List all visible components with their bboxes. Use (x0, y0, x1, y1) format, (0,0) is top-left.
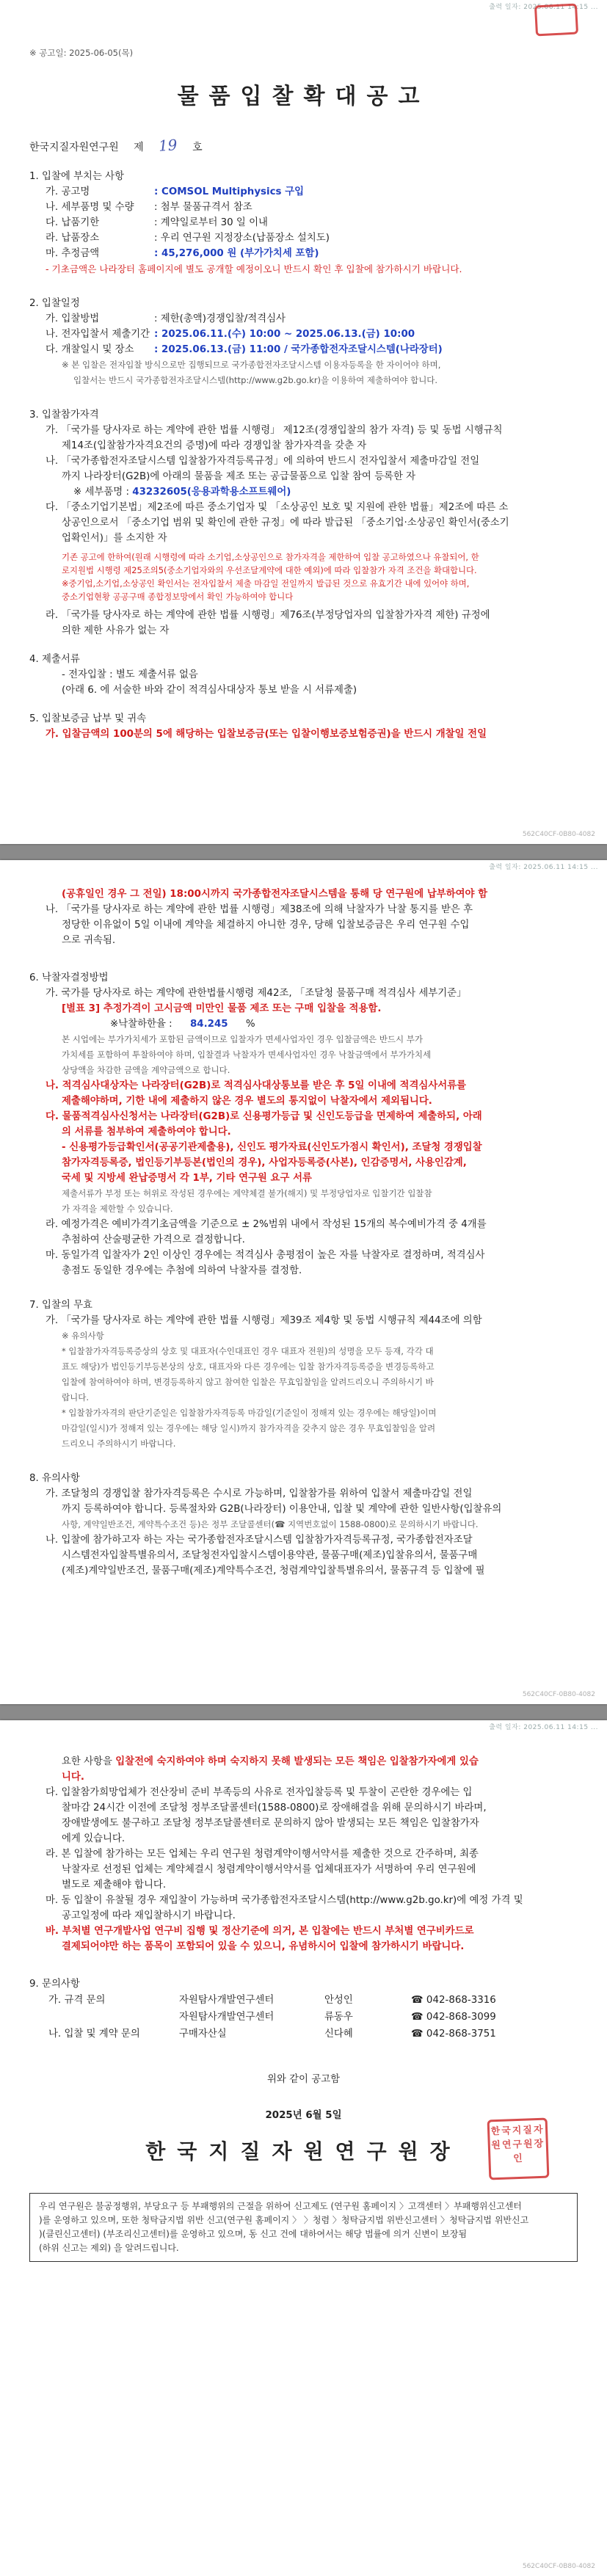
notice-date: ※ 공고일: 2025-06-05(목) (29, 48, 134, 58)
section-6 (29, 970, 578, 1278)
text-line: 바. 부처별 연구개발사업 연구비 집행 및 정산기준에 의거, 본 입찰에는 반드시 부처별 연구비카드로 (46, 1926, 474, 1937)
section-note: ※ 본 입찰은 전자입찰 방식으로만 집행되므로 국가종합전자조달시스템 이용자등록을 한 자이어야 하며, (62, 360, 441, 370)
document-page-2 (0, 860, 607, 1704)
warning-line: ※중기업,소기업,소상공인 확인서는 전자입찰서 제출 마감일 전일까지 발급된 것으로 유효기간 내에 있어야 하며, (62, 578, 470, 589)
info-value: : 제한(총액)경쟁입찰/적격심사 (154, 313, 286, 324)
bid-floor-rate (29, 1016, 578, 1032)
section-heading: 4. 제출서류 (29, 654, 80, 665)
text-line: 가치세를 포함하여 투찰하여야 하며, 입찰결과 낙찰자가 면세사업자인 경우 낙찰금액에서 부가가치세 (62, 1049, 432, 1060)
contact-dept: 자원탐사개발연구센터 (179, 2012, 275, 2023)
section-3 (29, 407, 578, 638)
section-note: 입찰서는 반드시 국가종합전자조달시스템(http://www.g2b.go.kr)을 이용하여 제출하여야 합니다. (73, 375, 438, 385)
text-line: 가. 「국가를 당사자로 하는 계약에 관한 법률 시행령」 제12조(경쟁입찰의 참가 자격) 등 및 동법 시행규칙 (46, 425, 503, 436)
text-line: 라. 본 입찰에 참가하는 모든 업체는 우리 연구원 청렴계약이행서약서를 제출한 것으로 간주하며, 최종 (46, 1849, 479, 1860)
text-line: 가. 「국가를 당사자로 하는 계약에 관한 법률 시행령」제39조 제4항 및 동법 시행규칙 제44조에 의함 (46, 1315, 482, 1326)
info-value: : 우리 연구원 지정장소(납품장소 설치도) (154, 233, 330, 244)
text-line: 찰마감 24시간 이전에 조달청 정부조달콜센터(1588-0800)로 장애해결을 위해 문의하시기 바라며, (62, 1802, 487, 1813)
text-line: 업확인서)」를 소지한 자 (62, 533, 167, 544)
text-line: 가. 국가를 당사자로 하는 계약에 관한법률시행령 제42조, 「조달청 물품구매 적격심사 세부기준」 (46, 988, 467, 999)
info-row (46, 184, 578, 200)
text-line: 까지 등록하여야 합니다. 등록절차와 G2B(나라장터) 이용안내, 입찰 및 계약에 관한 일반사항(입찰유의 (62, 1504, 502, 1515)
notice-no-suffix: 호 (192, 142, 203, 153)
president-title: 한국지질자원연구원장 (145, 2139, 462, 2164)
text-line: 니다. (62, 1772, 84, 1783)
text-line: - 전자입찰 : 별도 제출서류 없음 (62, 669, 198, 680)
official-seal (487, 2118, 550, 2180)
notice-date-bottom: 2025년 6월 5일 (265, 2110, 342, 2121)
text-line: 나. 「국가를 당사자로 하는 계약에 관한 법률 시행령」제38조에 의해 낙찰자가 낙찰 통지를 받은 후 (46, 904, 473, 915)
info-value: : 45,276,000 원 (부가가치세 포함) (154, 248, 319, 259)
text-line: 가 자격을 제한할 수 있습니다. (62, 1204, 173, 1214)
page-footer-code: 562C40CF-0B80-4082 (522, 1691, 595, 1698)
text-line: 공고일정에 따라 재입찰하시기 바랍니다. (62, 1910, 236, 1921)
info-row (46, 311, 578, 327)
contact-row (29, 2009, 578, 2026)
detail-label: ※ 세부품명 : (73, 487, 129, 498)
warning-line: 중소기업현황 공공구매 종합정보망에서 확인 가능하여야 합니다 (62, 592, 294, 602)
text-line: 라. 예정가격은 예비가격기초금액을 기준으로 ± 2%범위 내에서 작성된 15개의 복수예비가격 중 4개를 (46, 1219, 487, 1230)
text-line: 낙찰자로 선정된 업체는 계약체결시 청렴계약이행서약서를 업체대표자가 서명하여 우리 연구원에 (62, 1864, 476, 1875)
info-label: 다. 납품기한 (46, 217, 100, 228)
info-value: : 2025.06.11.(수) 10:00 ~ 2025.06.13.(금) 10:00 (154, 329, 415, 340)
info-label: 가. 입찰방법 (46, 313, 100, 324)
text-line: 다. 물품적격심사신청서는 나라장터(G2B)로 신용평가등급 및 신인도등급을 면제하여 제출하되, 아래 (46, 1111, 482, 1122)
text-line: * 입찰참가자격등록증상의 상호 및 대표자(수인대표인 경우 대표자 전원)의 성명을 모두 등재, 각각 대 (62, 1346, 434, 1356)
text-line: [별표 3] 추정가격이 고시금액 미만인 물품 제조 또는 구매 입찰을 적용함. (62, 1003, 382, 1014)
text-span: 요한 사항을 (62, 1756, 112, 1767)
text-line: (공휴일인 경우 그 전일) 18:00시까지 국가종합전자조달시스템을 통해 당 연구원에 납부하여야 함 (62, 889, 488, 900)
info-row (46, 230, 578, 246)
text-line: 상공인으로서 「중소기업 범위 및 확인에 관한 규정」에 따라 발급된 「중소기업·소상공인 확인서(중소기 (62, 517, 509, 528)
notice-line: 우리 연구원은 불공정행위, 부당요구 등 부패행위의 근절을 위하여 신고제도 (연구원 홈페이지 〉고객센터 〉부패행위신고센터 (39, 2201, 522, 2211)
text-line: 국세 및 지방세 완납증명서 각 1부, 기타 연구원 요구 서류 (62, 1173, 312, 1184)
section-heading: 1. 입찰에 부치는 사항 (29, 171, 125, 182)
contact-tel: ☎ 042-868-3099 (411, 2012, 496, 2023)
section-heading: 2. 입찰일정 (29, 298, 80, 309)
rate-value: 84.245 (189, 1019, 228, 1030)
text-line: 정당한 이유없이 5일 이내에 계약을 체결하지 아니한 경우, 당해 입찰보증금은 우리 연구원 수입 (62, 920, 470, 931)
notice-line: )(클린신고센터) (부조리신고센터)를 운영하고 있으며, 동 신고 건에 대하여서는 해당 법률에 의거 신변이 보장됨 (39, 2229, 468, 2239)
notice-line: (하위 신고는 제외) 을 알려드립니다. (39, 2243, 179, 2253)
notice-line: )를 운영하고 있으며, 또한 청탁금지법 위반 신고(연구원 홈페이지 〉 〉청렴 〉청탁금지법 위반신고센터 〉청탁금지법 위반신고 (39, 2215, 529, 2225)
section-4 (29, 652, 578, 698)
contact-tel: ☎ 042-868-3316 (411, 1995, 496, 2006)
print-stamp: 출력 일자: 2025.06.11 14:15 ... (489, 864, 598, 871)
info-row (46, 215, 578, 230)
document-page-3 (0, 1720, 607, 2576)
rate-label: ※낙찰하한율 : (110, 1019, 172, 1030)
contact-category (29, 2009, 176, 2026)
section-5 (29, 711, 578, 742)
text-line: 랍니다. (62, 1392, 89, 1402)
detail-item (29, 484, 578, 500)
notice-no-prefix: 제 (134, 142, 144, 153)
text-line: 마. 동 입찰이 유찰될 경우 재입찰이 가능하며 국가종합전자조달시스템(http://www.g2b.go.kr)에 예정 가격 및 (46, 1895, 523, 1906)
contact-dept: 자원탐사개발연구센터 (179, 1995, 275, 2006)
warning-line: 기존 공고에 한하여(원래 시행령에 따라 소기업,소상공인으로 참가자격을 제한하여 입찰 공고하였으나 유찰되어, 한 (62, 552, 479, 562)
official-seal-top (534, 4, 578, 37)
info-value: : 2025.06.13.(금) 11:00 / 국가종합전자조달시스템(나라장터) (154, 344, 443, 355)
section-heading: 7. 입찰의 무효 (29, 1300, 92, 1311)
text-line: 시스템전자입찰특별유의서, 조달청전자입찰시스템이용약관, 물품구매(제조)입찰유의서, 물품구매 (62, 1550, 478, 1561)
text-line: 입찰에 참여하여야 하며, 변경등록하지 않고 참여한 입찰은 무효입찰임을 알려드리오니 주의하시기 바 (62, 1377, 434, 1387)
info-value: : COMSOL Multiphysics 구입 (154, 186, 305, 197)
text-line: (제조)계약일반조건, 물품구매(제조)계약특수조건, 청렴계약입찰특별유의서, 물품규격 등 입찰에 필 (62, 1565, 485, 1576)
page-footer-code: 562C40CF-0B80-4082 (522, 831, 595, 838)
info-row (46, 246, 578, 261)
contact-category: 가. 규격 문의 (48, 1995, 106, 2006)
text-line: (아래 6. 에 서술한 바와 같이 적격심사대상자 통보 받을 시 서류제출) (62, 685, 357, 696)
text-line: 별도로 제출해야 합니다. (62, 1880, 167, 1891)
contact-name: 류동우 (324, 2012, 353, 2023)
warning-line: 로지원법 시행령 제25조의5(중소기업자와의 우선조달계약에 대한 예외)에 따라 입찰참가 자격 조건을 확대합니다. (62, 565, 477, 575)
contact-table (29, 1992, 578, 2042)
section-8 (29, 1471, 578, 1579)
text-line: 장애발생에도 불구하고 조달청 정부조달콜센터로 문의하지 않아 발생되는 모든 책임은 입찰참가자 (62, 1818, 479, 1829)
info-value: : 계약일로부터 30 일 이내 (154, 217, 268, 228)
info-row (46, 327, 578, 342)
contact-category: 나. 입찰 및 계약 문의 (48, 2029, 140, 2040)
seal-text: 한국지질자원연구원장인 (490, 2124, 545, 2165)
section-9 (29, 1976, 578, 2042)
text-line: 본 시업에는 부가가치세가 포함된 금액이므로 입찰자가 면세사업자인 경우 입찰금액은 반드시 부가 (62, 1034, 424, 1044)
contact-row (29, 1992, 578, 2009)
text-line: 제출해야하며, 기한 내에 제출하지 않은 경우 별도의 통지없이 낙찰자에서 제외됩니다. (62, 1096, 432, 1107)
closing-text: 위와 같이 공고함 (266, 2074, 341, 2085)
text-line: 결제되어야만 하는 품목이 포함되어 있을 수 있으니, 유념하시어 입찰에 참가하시기 바랍니다. (62, 1941, 465, 1952)
section-1 (29, 169, 578, 277)
section-7 (29, 1298, 578, 1452)
text-line: 총점도 동일한 경우에는 추첨에 의하여 낙찰자를 결정함. (62, 1265, 302, 1276)
document-page-1 (0, 0, 607, 844)
print-stamp: 출력 일자: 2025.06.11 14:15 ... (489, 1724, 598, 1731)
text-line: 제출서류가 부정 또는 허위로 작성된 경우에는 계약체결 불가(해지) 및 부정당업자로 입찰기간 입찰참 (62, 1188, 432, 1198)
text-line: 의한 제한 사유가 없는 자 (62, 625, 170, 636)
text-line: 사항, 계약일반조건, 계약특수조건 등)은 정부 조달콜센터(☎ 지역번호없이 1588-0800)로 문의하시기 바랍니다. (62, 1519, 479, 1529)
page-title: 물품입찰확대공고 (177, 84, 430, 109)
info-label: 나. 세부품명 및 수량 (46, 202, 134, 213)
text-line: 추첨하여 산술평균한 가격으로 결정합니다. (62, 1234, 245, 1245)
info-label: 다. 개찰일시 및 장소 (46, 344, 134, 355)
section-heading: 9. 문의사항 (29, 1979, 80, 1990)
text-line: 라. 「국가를 당사자로 하는 계약에 관한 법률 시행령」제76조(부정당업자의 입찰참가자격 제한) 규정에 (46, 610, 490, 621)
text-line: 마. 동일가격 입찰자가 2인 이상인 경우에는 적격심사 총평점이 높은 자를 낙찰자로 결정하며, 적격심사 (46, 1250, 485, 1261)
text-line: 참가자격등록증, 법인등기부등본(법인의 경우), 사업자등록증(사본), 인감증명서, 사용인감계, (62, 1157, 467, 1168)
section-heading: 5. 입찰보증금 납부 및 귀속 (29, 713, 147, 724)
president-line (29, 2124, 578, 2165)
text-line: 에게 있습니다. (62, 1833, 126, 1844)
text-line: 가. 입찰금액의 100분의 5에 해당하는 입찰보증금(또는 입찰이행보증보험증권)을 반드시 개찰일 전일 (46, 729, 487, 740)
org-name: 한국지질자원연구원 (29, 142, 119, 153)
section-heading: 6. 낙찰자결정방법 (29, 972, 109, 983)
text-line (29, 1754, 578, 1769)
text-line: * 입찰참가자격의 판단기준일은 입찰참가자격등록 마감일(기준일이 정해져 있는 경우에는 해당일)이며 (62, 1408, 437, 1418)
text-line: 의 서류를 첨부하여 제출하여야 합니다. (62, 1127, 231, 1138)
text-line: ※ 유의사항 (62, 1331, 104, 1341)
info-value: : 첨부 물품규격서 참조 (154, 202, 252, 213)
info-label: 마. 추정금액 (46, 248, 100, 259)
contact-tel: ☎ 042-868-3751 (411, 2029, 496, 2040)
detail-value: 43232605(응용과학용소프트웨어) (132, 487, 291, 498)
rate-unit: % (245, 1019, 255, 1030)
contact-name: 안성인 (324, 1995, 353, 2006)
info-row (46, 200, 578, 215)
section-heading: 8. 유의사항 (29, 1473, 80, 1484)
info-label: 가. 공고명 (46, 186, 90, 197)
info-label: 라. 납품장소 (46, 233, 100, 244)
print-stamp: 출력 일자: 2025.06.11 14:15 ... (489, 4, 598, 11)
anti-corruption-notice (29, 2193, 578, 2262)
org-line (29, 138, 578, 156)
text-line: 제14조(입찰참가자격요건의 증명)에 따라 경쟁입찰 참가자격을 갖춘 자 (62, 440, 367, 451)
contact-name: 신다혜 (324, 2029, 353, 2040)
contact-row (29, 2026, 578, 2042)
text-line: - 신용평가등급확인서(공공기관제출용), 신인도 평가자료(신인도가점시 확인서), 조달청 경쟁입찰 (62, 1142, 482, 1153)
text-line: 표도 해당)가 법인등기부등본상의 상호, 대표자와 다른 경우에는 입찰 참가자격등록증을 변경등록하고 (62, 1361, 435, 1372)
page-footer-code: 562C40CF-0B80-4082 (522, 2563, 595, 2570)
text-line: 드리오니 주의하시기 바랍니다. (62, 1438, 176, 1449)
text-line: 가. 조달청의 경쟁입찰 참가자격등록은 수시로 가능하며, 입찰참가를 위하여 입찰서 제출마감일 전일 (46, 1488, 473, 1499)
text-span: 입찰전에 숙지하여야 하며 숙지하지 못해 발생되는 모든 책임은 입찰참가자에게 있습 (115, 1756, 479, 1767)
warning-block (29, 550, 578, 603)
text-line: 나. 「국가종합전자조달시스템 입찰참가자격등록규정」에 의하여 반드시 전자입찰서 제출마감일 전일 (46, 456, 480, 467)
section-note: - 기초금액은 나라장터 홈페이지에 별도 공개할 예정이오니 반드시 확인 후 입찰에 참가하시기 바랍니다. (46, 263, 462, 274)
text-line: 다. 「중소기업기본법」제2조에 따른 중소기업자 및 「소상공인 보호 및 지원에 관한 법률」제2조에 따른 소 (46, 502, 509, 513)
section-2 (29, 296, 578, 388)
section-heading: 3. 입찰참가자격 (29, 410, 99, 421)
notice-number: 19 (158, 136, 178, 155)
text-line: 나. 입찰에 참가하고자 하는 자는 국가종합전자조달시스템 입찰참가자격등록규정, 국가종합전자조달 (46, 1535, 473, 1546)
text-line: 다. 입찰참가희망업체가 전산장비 준비 부족등의 사유로 전자입찰등록 및 투찰이 곤란한 경우에는 입 (46, 1787, 473, 1798)
text-line: 마감일(일시)가 정해져 있는 경우에는 해당 일시)까지 참가자격을 갖추지 않은 경우 무효입찰임을 알려 (62, 1423, 436, 1433)
info-row (46, 342, 578, 357)
text-line: 까지 나라장터(G2B)에 아래의 물품을 제조 또는 공급물품으로 입찰 참여 등록한 자 (62, 471, 416, 482)
text-line: 으로 귀속됨. (62, 935, 116, 946)
text-line: 나. 적격심사대상자는 나라장터(G2B)로 적격심사대상통보를 받은 후 5일 이내에 적격심사서류를 (46, 1080, 467, 1091)
text-line: 상당액을 차감한 금액을 계약금액으로 합니다. (62, 1065, 230, 1075)
info-label: 나. 전자입찰서 제출기간 (46, 329, 150, 340)
contact-dept: 구매자산실 (179, 2029, 227, 2040)
